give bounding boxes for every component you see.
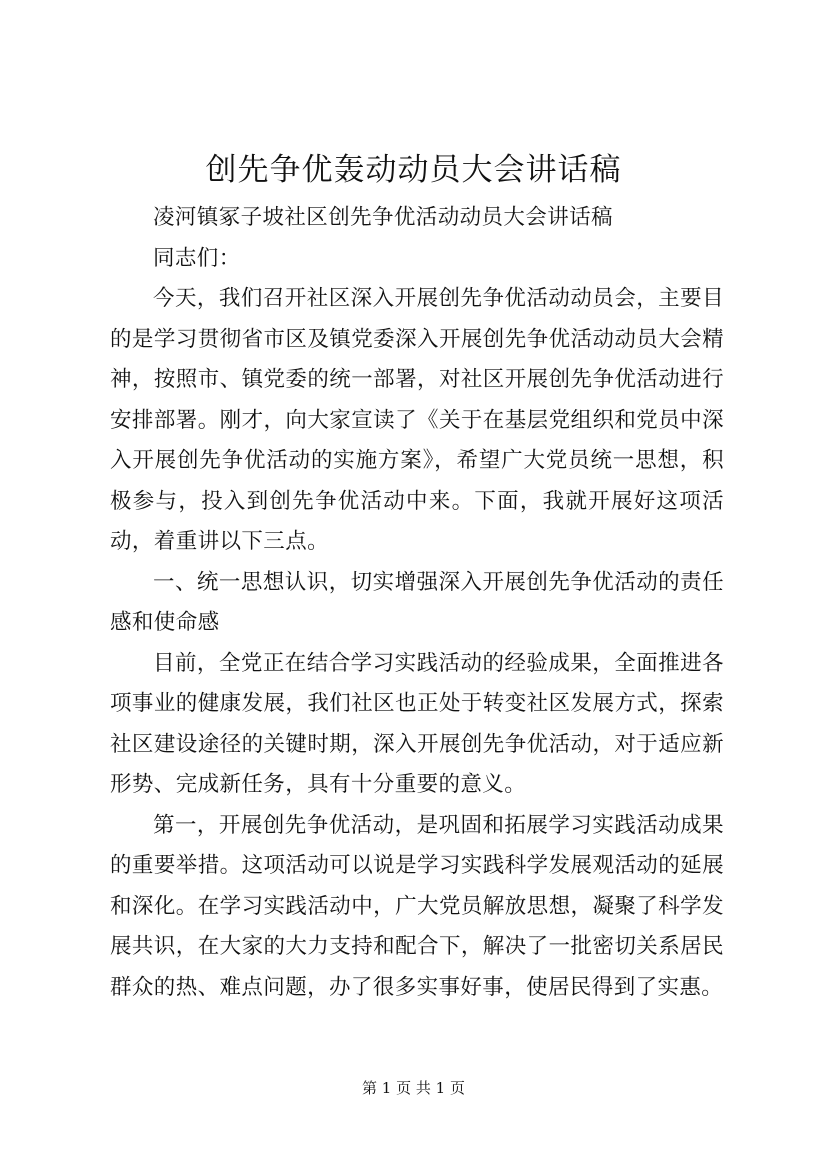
document-body bbox=[110, 198, 724, 1008]
document-title: 创先争优轰动动员大会讲话稿 bbox=[205, 152, 622, 188]
page-footer: 第 1 页 共 1 页 bbox=[362, 1079, 465, 1097]
section-heading: 一、统一思想认识，切实增强深入开展创先争优活动的责任感和使命感 bbox=[110, 569, 724, 635]
subtitle-paragraph: 凌河镇冢子坡社区创先争优活动动员大会讲话稿 bbox=[153, 205, 613, 230]
body-paragraph: 今天，我们召开社区深入开展创先争优活动动员会，主要目的是学习贯彻省市区及镇党委深入开展创先争优活动动员大会精神，按照市、镇党委的统一部署，对社区开展创先争优活动进行安排部署。刚才，向大家宣读了《关于在基层党组织和党员中深入开展创先争优活动的实施方案》，希望广大党员统一思想，积极参与，投入到创先争优活动中来。下面，我就开展好这项活动，着重讲以下三点。 bbox=[110, 286, 724, 554]
body-paragraph: 第一，开展创先争优活动，是巩固和拓展学习实践活动成果的重要举措。这项活动可以说是学习实践科学发展观活动的延展和深化。在学习实践活动中，广大党员解放思想，凝聚了科学发展共识，在大家的大力支持和配合下，解决了一批密切关系居民群众的热、难点问题，办了很多实事好事，使居民得到了实惠。 bbox=[110, 812, 724, 1000]
body-paragraph: 目前，全党正在结合学习实践活动的经验成果，全面推进各项事业的健康发展，我们社区也正处于转变社区发展方式，探索社区建设途径的关键时期，深入开展创先争优活动，对于适应新形势、完成新任务，具有十分重要的意义。 bbox=[110, 650, 724, 797]
salutation-paragraph: 同志们： bbox=[153, 245, 241, 271]
